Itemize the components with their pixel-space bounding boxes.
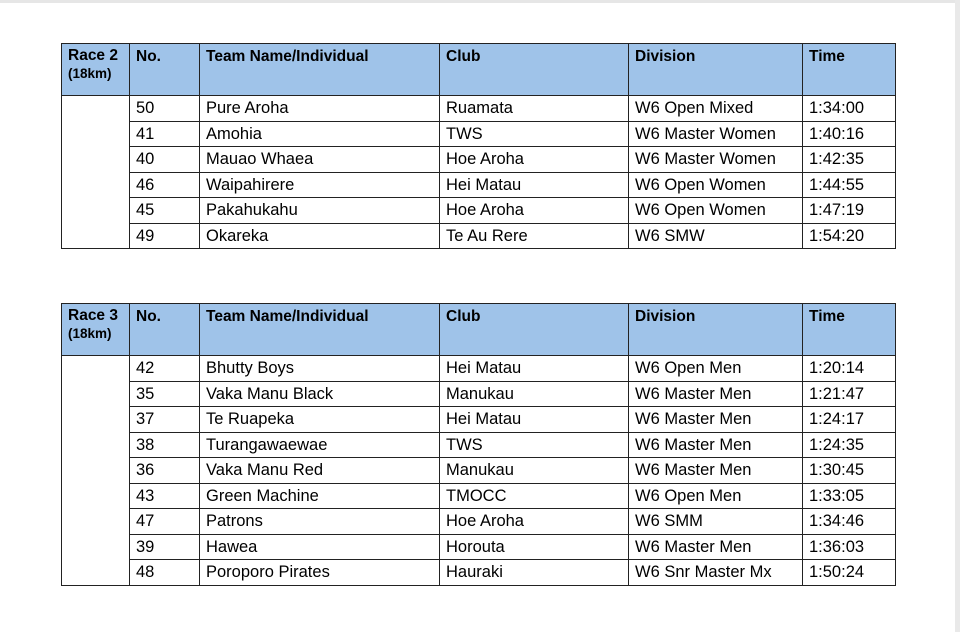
table-row <box>62 172 896 198</box>
club-cell: Ruamata <box>440 96 629 122</box>
team-name-cell: Pakahukahu <box>200 198 440 224</box>
club-cell: Te Au Rere <box>440 223 629 249</box>
division-cell: W6 Open Mixed <box>629 96 803 122</box>
division-cell: W6 Open Men <box>629 356 803 382</box>
race-label: Race 3 <box>68 307 118 324</box>
division-cell: W6 Master Men <box>629 432 803 458</box>
race-blank-cell <box>62 356 130 586</box>
time-cell: 1:36:03 <box>803 534 896 560</box>
table-row <box>62 96 896 122</box>
club-cell: Hei Matau <box>440 356 629 382</box>
team-number-cell: 37 <box>130 407 200 433</box>
club-cell: Manukau <box>440 458 629 484</box>
table-row <box>62 223 896 249</box>
race-results-table <box>61 43 896 249</box>
race-header <box>62 304 130 356</box>
division-column-header: Division <box>629 304 803 356</box>
no-column-header: No. <box>130 304 200 356</box>
table-row <box>62 147 896 173</box>
club-column-header: Club <box>440 304 629 356</box>
table-row <box>62 121 896 147</box>
club-cell: Hei Matau <box>440 172 629 198</box>
club-cell: Hei Matau <box>440 407 629 433</box>
team-name-cell: Poroporo Pirates <box>200 560 440 586</box>
time-cell: 1:24:35 <box>803 432 896 458</box>
team-name-cell: Bhutty Boys <box>200 356 440 382</box>
division-cell: W6 Open Women <box>629 198 803 224</box>
time-cell: 1:34:00 <box>803 96 896 122</box>
club-cell: Hoe Aroha <box>440 509 629 535</box>
page-top-edge <box>0 0 960 3</box>
time-cell: 1:30:45 <box>803 458 896 484</box>
team-number-cell: 38 <box>130 432 200 458</box>
division-cell: W6 Master Men <box>629 381 803 407</box>
time-cell: 1:42:35 <box>803 147 896 173</box>
team-number-cell: 41 <box>130 121 200 147</box>
club-cell: Manukau <box>440 381 629 407</box>
team-number-cell: 40 <box>130 147 200 173</box>
time-cell: 1:24:17 <box>803 407 896 433</box>
team-name-cell: Mauao Whaea <box>200 147 440 173</box>
club-cell: Hauraki <box>440 560 629 586</box>
time-cell: 1:20:14 <box>803 356 896 382</box>
team-name-cell: Waipahirere <box>200 172 440 198</box>
team-number-cell: 50 <box>130 96 200 122</box>
division-cell: W6 Open Women <box>629 172 803 198</box>
race-distance: (18km) <box>68 66 112 81</box>
team-name-cell: Patrons <box>200 509 440 535</box>
time-cell: 1:21:47 <box>803 381 896 407</box>
team-name-cell: Okareka <box>200 223 440 249</box>
no-column-header: No. <box>130 44 200 96</box>
division-cell: W6 Master Men <box>629 458 803 484</box>
table-row <box>62 509 896 535</box>
team-name-cell: Amohia <box>200 121 440 147</box>
division-cell: W6 Snr Master Mx <box>629 560 803 586</box>
club-cell: Hoe Aroha <box>440 198 629 224</box>
team-number-cell: 39 <box>130 534 200 560</box>
division-cell: W6 SMM <box>629 509 803 535</box>
time-cell: 1:50:24 <box>803 560 896 586</box>
team-number-cell: 36 <box>130 458 200 484</box>
page-right-edge <box>955 0 960 632</box>
table-row <box>62 381 896 407</box>
time-cell: 1:54:20 <box>803 223 896 249</box>
division-cell: W6 SMW <box>629 223 803 249</box>
division-column-header: Division <box>629 44 803 96</box>
time-column-header: Time <box>803 44 896 96</box>
club-cell: TWS <box>440 432 629 458</box>
time-column-header: Time <box>803 304 896 356</box>
team-number-cell: 43 <box>130 483 200 509</box>
race-results-table <box>61 303 896 586</box>
team-column-header: Team Name/Individual <box>200 304 440 356</box>
table-row <box>62 560 896 586</box>
team-number-cell: 46 <box>130 172 200 198</box>
club-column-header: Club <box>440 44 629 96</box>
team-number-cell: 47 <box>130 509 200 535</box>
table-header-row <box>62 304 896 356</box>
time-cell: 1:34:46 <box>803 509 896 535</box>
team-name-cell: Turangawaewae <box>200 432 440 458</box>
club-cell: Horouta <box>440 534 629 560</box>
club-cell: Hoe Aroha <box>440 147 629 173</box>
table-row <box>62 534 896 560</box>
club-cell: TMOCC <box>440 483 629 509</box>
time-cell: 1:44:55 <box>803 172 896 198</box>
table-row <box>62 356 896 382</box>
team-name-cell: Vaka Manu Black <box>200 381 440 407</box>
table-row <box>62 458 896 484</box>
table-row <box>62 432 896 458</box>
table-row <box>62 198 896 224</box>
table-row <box>62 483 896 509</box>
race-label: Race 2 <box>68 47 118 64</box>
team-number-cell: 45 <box>130 198 200 224</box>
club-cell: TWS <box>440 121 629 147</box>
team-number-cell: 42 <box>130 356 200 382</box>
race-blank-cell <box>62 96 130 249</box>
race-distance: (18km) <box>68 326 112 341</box>
table-row <box>62 407 896 433</box>
team-name-cell: Vaka Manu Red <box>200 458 440 484</box>
table-header-row <box>62 44 896 96</box>
team-name-cell: Te Ruapeka <box>200 407 440 433</box>
division-cell: W6 Master Women <box>629 147 803 173</box>
race-header <box>62 44 130 96</box>
team-number-cell: 49 <box>130 223 200 249</box>
team-number-cell: 35 <box>130 381 200 407</box>
time-cell: 1:33:05 <box>803 483 896 509</box>
time-cell: 1:40:16 <box>803 121 896 147</box>
time-cell: 1:47:19 <box>803 198 896 224</box>
team-column-header: Team Name/Individual <box>200 44 440 96</box>
team-name-cell: Pure Aroha <box>200 96 440 122</box>
division-cell: W6 Open Men <box>629 483 803 509</box>
team-number-cell: 48 <box>130 560 200 586</box>
team-name-cell: Green Machine <box>200 483 440 509</box>
division-cell: W6 Master Men <box>629 407 803 433</box>
team-name-cell: Hawea <box>200 534 440 560</box>
division-cell: W6 Master Men <box>629 534 803 560</box>
division-cell: W6 Master Women <box>629 121 803 147</box>
